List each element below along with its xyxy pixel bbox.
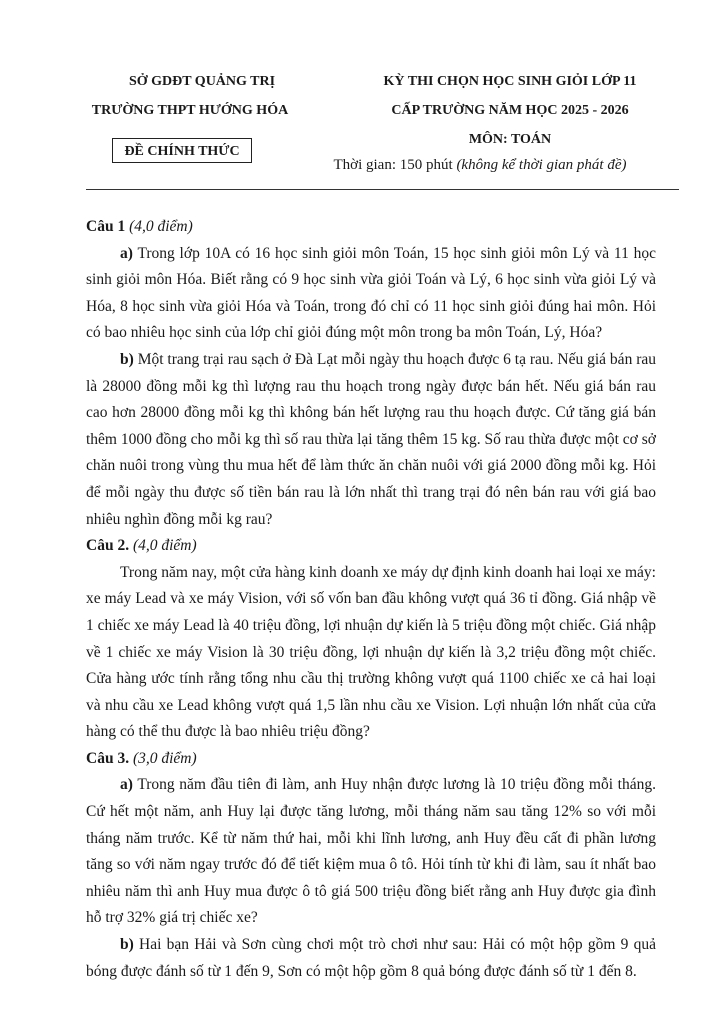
part-text: Trong lớp 10A có 16 học sinh giỏi môn Toán, 15 học sinh giỏi môn Lý và 11 học sinh giỏi môn Hóa. Biết rằng có 9 học sinh vừa giỏi Toán và Lý, 6 học sinh vừa giỏi Lý và Hóa, 8 học sinh vừa giỏi Hóa và Toán, trong đó chỉ có 11 học sinh giỏi đúng hai môn. Hỏi có bao nhiêu học sinh của lớp chỉ giỏi đúng một môn trong ba môn Toán, Lý, Hóa? (86, 244, 656, 342)
part-text: Hai bạn Hải và Sơn cùng chơi một trò chơi như sau: Hải có một hộp gồm 9 quả bóng được đánh số từ 1 đến 9, Sơn có một hộp gồm 8 quả bóng được đánh số từ 1 đến 8. (86, 936, 657, 980)
question-1-heading (86, 214, 656, 241)
exam-body (86, 214, 656, 985)
part-text: Một trang trại rau sạch ở Đà Lạt mỗi ngày thu hoạch được 6 tạ rau. Nếu giá bán rau là 28000 đồng mỗi kg thì lượng rau thu hoạch trong ngày được bán hết. Nếu giá bán rau cao hơn 28000 đồng mỗi kg thì không bán hết lượng rau thu hoạch được. Cứ tăng giá bán thêm 1000 đồng cho mỗi kg thì số rau thừa lại tăng thêm 15 kg. Số rau thừa được một cơ sở chăn nuôi trong vùng thu mua hết để làm thức ăn chăn nuôi với giá 2000 đồng mỗi kg. Hỏi để mỗi ngày thu được số tiền bán rau là lớn nhất thì trang trại đó nên bán rau với giá bao nhiêu nghìn đồng mỗi kg rau? (86, 350, 656, 528)
question-1a (86, 241, 656, 347)
question-3-title: Câu 3. (86, 749, 130, 767)
part-label: b) (120, 936, 134, 954)
part-text: Trong năm nay, một cửa hàng kinh doanh xe máy dự định kinh doanh hai loại xe máy: xe máy Lead và xe máy Vision, với số vốn ban đầu không vượt quá 36 tỉ đồng. Giá nhập về 1 chiếc xe máy Lead là 40 triệu đồng, lợi nhuận dự kiến là 5 triệu đồng một chiếc. Giá nhập về 1 chiếc xe máy Vision là 30 triệu đồng, lợi nhuận dự kiến là 3,2 triệu đồng một chiếc. Cửa hàng ước tính rằng tổng nhu cầu thị trường không vượt quá 1100 chiếc xe cả hai loại và nhu cầu xe Lead không vượt quá 1,5 lần nhu cầu xe Vision. Lợi nhuận lớn nhất của cửa hàng có thể thu được là bao nhiêu triệu đồng? (86, 563, 656, 741)
question-2-heading (86, 533, 656, 560)
part-label: b) (120, 350, 134, 368)
exam-time (300, 157, 660, 174)
department-name: SỞ GDĐT QUẢNG TRỊ (128, 74, 276, 89)
official-exam-badge: ĐỀ CHÍNH THỨC (112, 138, 252, 163)
exam-subject: MÔN: TOÁN (468, 132, 552, 147)
question-1b (86, 347, 656, 533)
part-text: Trong năm đầu tiên đi làm, anh Huy nhận được lương là 10 triệu đồng mỗi tháng. Cứ hết một năm, anh Huy lại được tăng lương, mỗi tháng năm sau tăng 12% so với mỗi tháng năm trước. Kể từ năm thứ hai, mỗi khi lĩnh lương, anh Huy đều cất đi phần lương tăng so với năm ngay trước đó để tiết kiệm mua ô tô. Hỏi tính từ khi đi làm, sau ít nhất bao nhiêu năm thì anh Huy mua được ô tô giá 500 triệu đồng biết rằng anh Huy được gia đình hỗ trợ 32% giá trị chiếc xe? (86, 776, 656, 927)
part-label: a) (120, 244, 133, 262)
exam-level-year: CẤP TRƯỜNG NĂM HỌC 2025 - 2026 (391, 103, 629, 118)
question-1-points: (4,0 điểm) (129, 218, 193, 235)
question-1-title: Câu 1 (86, 218, 126, 235)
exam-header (0, 0, 725, 200)
question-3-points: (3,0 điểm) (132, 749, 197, 767)
time-note: (không kể thời gian phát đề) (456, 157, 627, 173)
question-3a (86, 772, 656, 932)
question-2-body (86, 560, 656, 746)
header-divider (86, 189, 679, 190)
school-name: TRƯỜNG THPT HƯỚNG HÓA (91, 103, 289, 118)
question-2-title: Câu 2. (86, 537, 130, 555)
question-3-heading (86, 746, 656, 773)
part-label: a) (120, 776, 133, 794)
exam-title: KỲ THI CHỌN HỌC SINH GIỎI LỚP 11 (383, 74, 637, 89)
question-3b (86, 932, 656, 985)
time-label: Thời gian: 150 phút (333, 157, 457, 173)
question-2-points: (4,0 điểm) (132, 537, 197, 555)
